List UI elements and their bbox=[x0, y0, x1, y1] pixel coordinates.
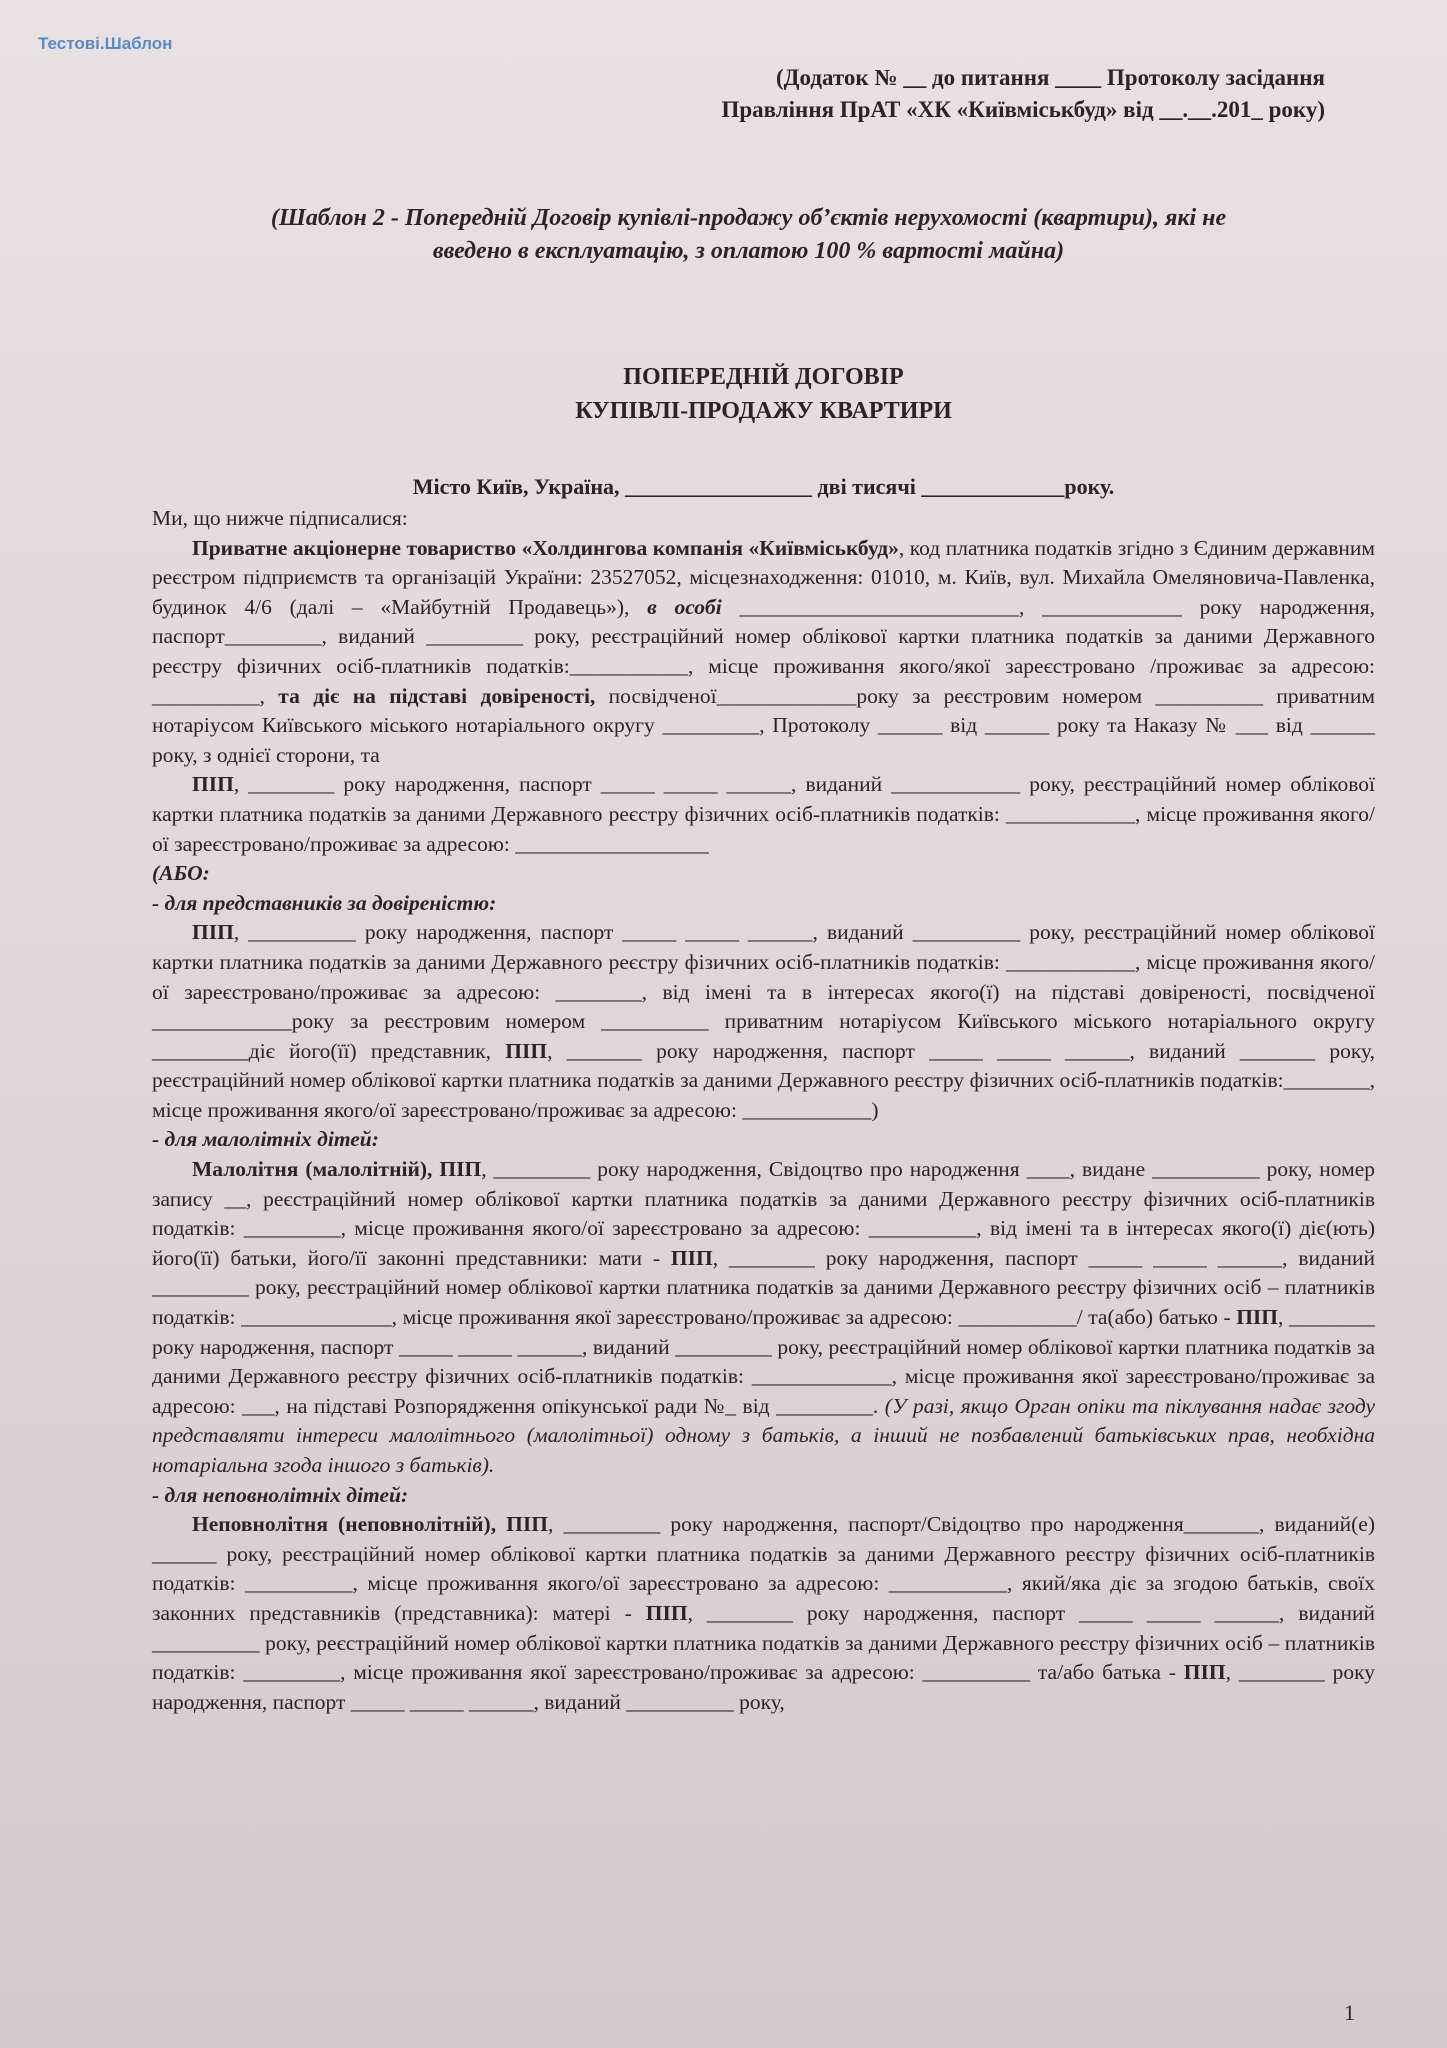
proxy-paragraph bbox=[152, 918, 1375, 1125]
proxy-pip: ПІП bbox=[192, 920, 234, 945]
template-note-line: (Шаблон 2 - Попередній Договір купівлі-продажу об’єктів нерухомості (квартири), які не bbox=[270, 205, 1227, 231]
teen-text: , ________ року народження, паспорт _____ _____ ______, виданий __________ року, реєстраційний номер облікової картки платника податків за даними Державного реєстру фізичних осіб – платників податків: _________, місце проживання якої зареєстровано/проживає за адресою: __________ та/або батька - bbox=[152, 1600, 1376, 1685]
teen-text: , _________ року народження, паспорт/Свідоцтво про народження_______, виданий(е) ______ року, реєстраційний номер облікової картки платника податків за даними Державного реєстру фізичних осіб-платників податків: __________, місце проживання якого/ої зареєстровано за адресою: ___________, який/яка діє за згодою батьків, своїх законних представників (представника): матері - bbox=[152, 1512, 1375, 1625]
seller-text: __________________________, _____________ року народження, паспорт_________, виданий _________ року, реєстраційний номер облікової картки платника податків за даними Державного реєстру фізичних осіб-платників податків:___________, місце проживання якого/якої зареєстровано /проживає за адресою: __________, bbox=[152, 594, 1375, 708]
page-number: 1 bbox=[1344, 2000, 1355, 2025]
header-note-line: Правління ПрАТ «ХК «Київміськбуд» від __.__.201_ року) bbox=[721, 97, 1325, 122]
minor-text: , _________ року народження, Свідоцтво про народження ____, видане __________ року, номер запису __, реєстраційний номер облікової картки платника податків за даними Державного реєстру фізичних осіб-платників податків: _________, місце проживання якого/ої зареєстровано за адресою: __________, від імені та в інтересах якого(ї) діє(ють) його(її) батьки, його/її законні представники: мати - bbox=[152, 1157, 1375, 1270]
header-note bbox=[152, 62, 1325, 126]
seller-text: , код платника податків згідно з Єдиним державним реєстром підприємств та організацій України: 23527052, місцезнаходження: 01010, м. Київ, вул. Михайла Омеляновича-Павленка, будинок 4/6 (далі – «Майбутній Продавець»), bbox=[152, 535, 1375, 619]
seller-power: та діє на підставі довіреності, bbox=[278, 683, 596, 708]
minor-label: - для малолітніх дітей: bbox=[152, 1127, 379, 1152]
seller-name: Приватне акціонерне товариство «Холдингова компанія «Київміськбуд» bbox=[192, 535, 899, 560]
proxy-label: - для представників за довіреністю: bbox=[152, 890, 497, 915]
minor-father-pip: ПІП bbox=[1236, 1305, 1279, 1330]
title-line: ПОПЕРЕДНІЙ ДОГОВІР bbox=[623, 364, 904, 390]
template-note-line: введено в експлуатацію, з оплатою 100 % вартості майна) bbox=[432, 238, 1065, 264]
proxy-text: , __________ року народження, паспорт _____ _____ ______, виданий __________ року, реєстраційний номер облікової картки платника податків за даними Державного реєстру фізичних осіб-платників податків: ____________, місце проживання якого/ої зареєстровано/проживає за адресою: ________, від імені та в інтересах якого(ї) на підставі довіреності, посвідченої _____________року за реєстровим номером __________ приватним нотаріусом Київського міського нотаріального округу _________діє його(її) представник, bbox=[152, 920, 1375, 1063]
intro-paragraph: Ми, що нижче підписалися: bbox=[152, 506, 408, 530]
proxy-pip: ПІП bbox=[505, 1038, 548, 1063]
minor-text: , ________ року народження, паспорт _____ _____ ______, виданий _________ року, реєстраційний номер облікової картки платника податків за даними Державного реєстру фізичних осіб-платників податків: _____________, місце проживання якої зареєстровано/проживає за адресою: ___, на підставі Розпорядження опікунської ради №_ від _________. bbox=[152, 1305, 1376, 1418]
minor-lead: Малолітня (малолітній), ПІП bbox=[192, 1157, 482, 1182]
proxy-text: , _______ року народження, паспорт _____ _____ ______, виданий _______ року, реєстраційний номер облікової картки платника податків за даними Державного реєстру фізичних осіб-платників податків:________, місце проживання якого/ої зареєстровано/проживає за адресою: ____________) bbox=[152, 1038, 1375, 1122]
city-date-line: Місто Київ, Україна, _________________ дві тисячі _____________року. bbox=[412, 474, 1115, 499]
document-body bbox=[152, 504, 1375, 1717]
document-title bbox=[152, 360, 1375, 428]
minor-paragraph bbox=[152, 1155, 1375, 1481]
teen-paragraph bbox=[152, 1510, 1375, 1717]
buyer-text: , ________ року народження, паспорт _____ _____ ______, виданий ____________ року, реєстраційний номер облікової картки платника податків за даними Державного реєстру фізичних осіб-платників податків: ____________, місце проживання якого/ої зареєстровано/проживає за адресою: __________________ bbox=[152, 772, 1375, 856]
title-line: КУПІВЛІ-ПРОДАЖУ КВАРТИРИ bbox=[575, 398, 952, 424]
watermark-logo: Тестові.Шаблон bbox=[38, 34, 173, 53]
minor-note: (У разі, якщо Орган опіки та піклування надає згоду представляти інтереси малолітнього (малолітньої) одному з батьків, а інший не позбавлений батьківських прав, необхідна нотаріальна згода іншого з батьків). bbox=[152, 1393, 1375, 1477]
teen-lead: Неповнолітня (неповнолітній), ПІП bbox=[192, 1512, 548, 1537]
minor-mother-pip: ПІП bbox=[670, 1245, 713, 1270]
teen-mother-pip: ПІП bbox=[645, 1600, 688, 1625]
seller-text: посвідченої_____________року за реєстровим номером __________ приватним нотаріусом Київського міського нотаріального округу _________, Протоколу ______ від ______ року та Наказу № ___ від ______ року, з однієї сторони, та bbox=[152, 683, 1375, 767]
header-note-line: (Додаток № __ до питання ____ Протоколу засідання bbox=[776, 65, 1325, 90]
seller-in-person: в особі bbox=[647, 594, 722, 619]
teen-text: , ________ року народження, паспорт _____ _____ ______, виданий __________ року, bbox=[152, 1660, 1375, 1714]
teen-label: - для неповнолітніх дітей: bbox=[152, 1482, 409, 1507]
buyer-pip: ПІП bbox=[192, 772, 234, 797]
teen-father-pip: ПІП bbox=[1183, 1660, 1226, 1685]
or-label: (АБО: bbox=[152, 861, 210, 886]
seller-paragraph bbox=[152, 534, 1375, 771]
buyer-paragraph bbox=[152, 770, 1375, 859]
minor-text: , ________ року народження, паспорт _____ _____ ______, виданий _________ року, реєстраційний номер облікової картки платника податків за даними Державного реєстру фізичних осіб – платників податків: ______________, місце проживання якої зареєстровано/проживає за адресою: ___________/ та(або) батько - bbox=[152, 1245, 1375, 1330]
template-note bbox=[152, 202, 1345, 268]
